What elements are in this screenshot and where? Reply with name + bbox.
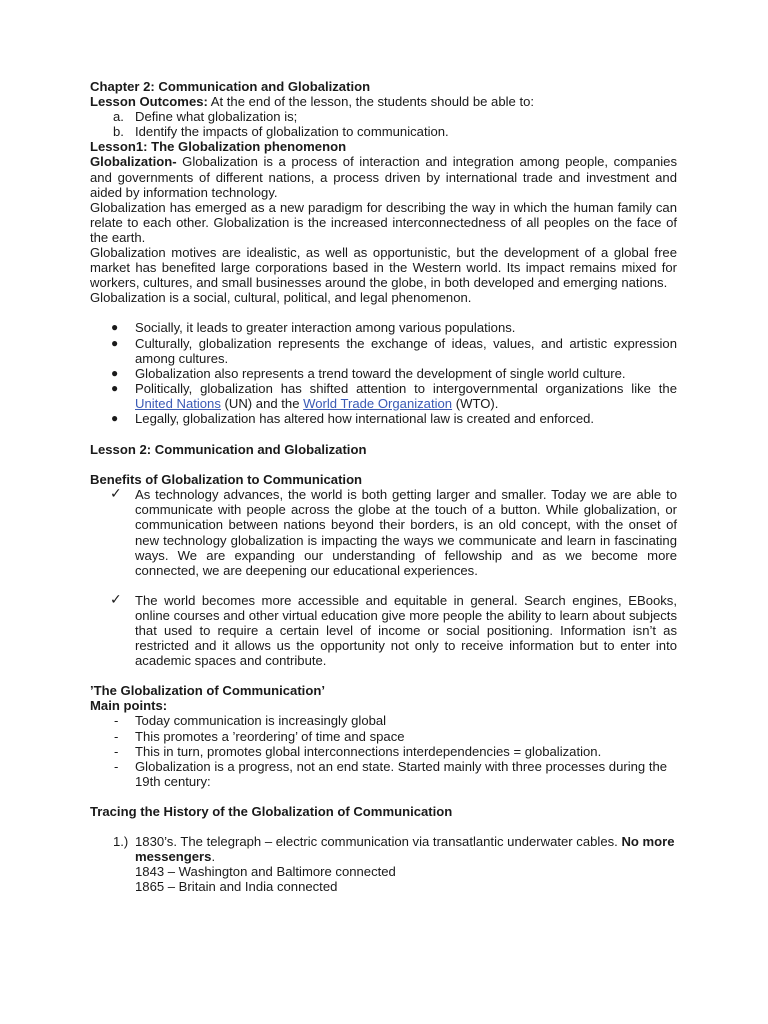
bullet-icon: ● (111, 365, 119, 380)
phenomenon-bullet-list (90, 320, 677, 426)
history-title: Tracing the History of the Globalization of Communication (90, 803, 453, 819)
definition-label: Globalization- (90, 154, 177, 170)
main-points-list (90, 713, 677, 788)
bullet-text: Socially, it leads to greater interaction among various populations. (135, 320, 516, 336)
globalization-of-communication-title: ’The Globalization of Communication’ (90, 683, 325, 699)
history-item-bold: No more messengers (135, 834, 675, 865)
bullet-item-social (90, 320, 677, 335)
bullet-icon: ● (111, 410, 119, 425)
paragraph-paradigm: Globalization has emerged as a new paradigm for describing the way in which the human family can relate to each other. Globalization is the increased interconnectedness of all peoples on the face of the earth. (90, 199, 677, 245)
outcome-marker: a. (113, 109, 124, 125)
paragraph-motives: Globalization motives are idealistic, as well as opportunistic, but the development of a global free market has benefited large corporations based in the Western world. Its impact remains mixed for workers, cultures, and small businesses around the globe, in both developed and emerging nations. (90, 245, 677, 291)
bullet-icon: ● (111, 335, 119, 350)
lesson1-title: Lesson1: The Globalization phenomenon (90, 139, 347, 155)
benefit-text: The world becomes more accessible and equitable in general. Search engines, EBooks, online courses and other virtual education give more people the ability to learn about subjects that used to require a certain level of income or social positioning. Information isn’t as restricted and it allows us the opportunity not only to receive information but to enter into academic spaces and contribute. (135, 592, 677, 669)
main-point-text: This promotes a ’reordering’ of time and space (135, 728, 405, 744)
history-item-punct: . (211, 849, 216, 865)
outcome-item (90, 109, 677, 124)
bullet-icon: ● (111, 320, 119, 335)
bullet-item-cultural (90, 336, 677, 366)
bullet-text: (WTO). (452, 395, 499, 411)
outcomes-list (90, 109, 677, 139)
bullet-text: Legally, globalization has altered how international law is created and enforced. (135, 410, 595, 426)
lesson-outcomes-label: Lesson Outcomes: (90, 94, 208, 110)
bullet-text: Politically, globalization has shifted attention to intergovernmental organizations like the (135, 380, 677, 396)
document-page (90, 79, 677, 894)
history-list (90, 834, 677, 894)
definition-text: Globalization is a process of interaction and integration among people, companies and governments of different nations, a process driven by international trade and investment and aided by information technology. (90, 154, 677, 200)
lesson2-title: Lesson 2: Communication and Globalization (90, 442, 367, 458)
history-item-marker: 1.) (113, 834, 129, 850)
bullet-text: (UN) and the (220, 395, 304, 411)
dash-icon: - (114, 743, 119, 759)
globalization-definition (90, 154, 677, 199)
bullet-item-political (90, 381, 677, 411)
main-point-item (90, 729, 677, 744)
history-item-text: 1830’s. The telegraph – electric communication via transatlantic underwater cables. (135, 834, 622, 850)
history-item (90, 834, 677, 894)
dash-icon: - (114, 758, 119, 774)
benefit-item (90, 590, 677, 669)
chapter-title: Chapter 2: Communication and Globalization (90, 79, 371, 94)
history-line-1843: 1843 – Washington and Baltimore connected (135, 864, 396, 880)
bullet-icon: ● (111, 380, 119, 395)
main-point-item (90, 759, 677, 789)
outcome-item (90, 124, 677, 139)
main-point-text: Today communication is increasingly global (135, 713, 387, 729)
benefits-list (90, 487, 677, 668)
lesson-outcomes (90, 94, 677, 109)
benefit-text: As technology advances, the world is both getting larger and smaller. Today we are able to communicate with people across the globe at the touch of a button. While globalization, or communication between nations beyond their borders, is an old concept, with the onset of new technology globalization is impacting the ways we communicate and learn in fascinating ways. We are expanding our understanding of fellowship and as we become more connected, we are deepening our educational experiences. (135, 487, 677, 578)
bullet-text: Culturally, globalization represents the exchange of ideas, values, and artistic expression among cultures. (135, 335, 677, 366)
world-trade-organization-link[interactable]: World Trade Organization (303, 395, 453, 411)
bullet-item-single-culture (90, 366, 677, 381)
benefit-item (90, 487, 677, 578)
main-point-text: Globalization is a progress, not an end state. Started mainly with three processes during the 19th century: (135, 758, 668, 789)
paragraph-phenomenon: Globalization is a social, cultural, political, and legal phenomenon. (90, 290, 472, 306)
outcome-text: Identify the impacts of globalization to communication. (135, 124, 449, 140)
benefits-title: Benefits of Globalization to Communication (90, 472, 363, 488)
history-line-1865: 1865 – Britain and India connected (135, 879, 338, 895)
bullet-text: Globalization also represents a trend toward the development of single world culture. (135, 365, 626, 381)
dash-icon: - (114, 713, 119, 729)
checkmark-icon: ✓ (110, 590, 122, 607)
outcome-text: Define what globalization is; (135, 109, 298, 125)
united-nations-link[interactable]: United Nations (135, 395, 221, 411)
outcome-marker: b. (113, 124, 124, 140)
lesson-outcomes-text: At the end of the lesson, the students should be able to: (207, 94, 534, 110)
main-point-item (90, 744, 677, 759)
main-points-label: Main points: (90, 698, 168, 714)
main-point-text: This in turn, promotes global interconnections interdependencies = globalization. (135, 743, 602, 759)
checkmark-icon: ✓ (110, 485, 122, 502)
main-point-item (90, 713, 677, 728)
bullet-item-legal (90, 411, 677, 426)
dash-icon: - (114, 728, 119, 744)
